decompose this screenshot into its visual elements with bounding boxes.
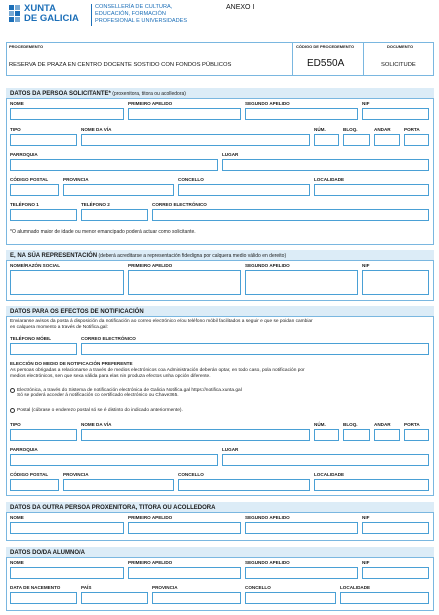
- notif-place-label: LUGAR: [222, 447, 239, 452]
- procedure-name: RESERVA DE PRAZA EN CENTRO DOCENTE SOSTIDO CON FONDOS PÚBLICOS: [9, 62, 232, 68]
- st-nif-label: NIF: [362, 560, 370, 565]
- nif-label: NIF: [362, 101, 370, 106]
- phone1-field[interactable]: [10, 209, 77, 221]
- electronic-radio[interactable]: [10, 388, 15, 393]
- st-province-field[interactable]: [152, 592, 241, 604]
- surname1-label: PRIMEIRO APELIDO: [128, 101, 173, 106]
- op-name-field[interactable]: [10, 522, 124, 534]
- rep-surname1-field[interactable]: [128, 270, 241, 295]
- province-field[interactable]: [63, 184, 174, 196]
- electronic-option: [17, 388, 242, 400]
- brand-line-1: XUNTA: [24, 3, 57, 14]
- document-type: SOLICITUDE: [381, 62, 416, 68]
- council-label: CONCELLO: [178, 177, 204, 182]
- council-field[interactable]: [178, 184, 310, 196]
- locality-label: LOCALIDADE: [314, 177, 345, 182]
- rep-surname1-label: PRIMEIRO APELIDO: [128, 263, 173, 268]
- section-title-note: (deberá acreditarse a representación fidedigna por calquera medio válido en dereito): [97, 252, 287, 259]
- other-parent-section-title: DATOS DA OUTRA PERSOA PROXENITORA, TITORA OU ACOLLEDORA: [10, 504, 216, 511]
- st-name-label: NOME: [10, 560, 24, 565]
- section-title-text: E, NA SÚA REPRESENTACIÓN: [10, 252, 98, 259]
- notif-number-field[interactable]: [314, 429, 339, 441]
- op-surname2-label: SEGUNDO APELIDO: [245, 515, 290, 520]
- block-label: BLOQ.: [343, 127, 358, 132]
- st-locality-label: LOCALIDADE: [340, 585, 371, 590]
- logo-tile: [9, 5, 14, 10]
- number-field[interactable]: [314, 134, 339, 146]
- notif-email-field[interactable]: [81, 343, 429, 355]
- st-country-field[interactable]: [81, 592, 148, 604]
- section-title-text: DATOS DA PERSOA SOLICITANTE*: [10, 90, 111, 97]
- surname1-field[interactable]: [128, 108, 241, 120]
- email-field[interactable]: [152, 209, 429, 221]
- notif-locality-label: LOCALIDADE: [314, 472, 345, 477]
- op-name-label: NOME: [10, 515, 24, 520]
- rep-name-field[interactable]: [10, 270, 124, 295]
- road-type-label: TIPO: [10, 127, 21, 132]
- door-label: PORTA: [404, 127, 420, 132]
- phone2-field[interactable]: [81, 209, 148, 221]
- annex-label: ANEXO I: [226, 4, 255, 11]
- surname2-field[interactable]: [245, 108, 358, 120]
- st-province-label: PROVINCIA: [152, 585, 178, 590]
- notif-postcode-label: CÓDIGO POSTAL: [10, 472, 49, 477]
- notif-email-label: CORREO ELECTRÓNICO: [81, 336, 136, 341]
- st-council-field[interactable]: [245, 592, 336, 604]
- postal-option: Postal (cúbrase o enderezo postal só se é distinto do indicado anteriormente).: [17, 408, 183, 413]
- op-nif-field[interactable]: [362, 522, 429, 534]
- locality-field[interactable]: [314, 184, 429, 196]
- st-surname2-label: SEGUNDO APELIDO: [245, 560, 290, 565]
- floor-field[interactable]: [374, 134, 400, 146]
- notif-place-field[interactable]: [222, 454, 429, 466]
- st-surname1-label: PRIMEIRO APELIDO: [128, 560, 173, 565]
- rep-nif-field[interactable]: [362, 270, 429, 295]
- notif-postcode-field[interactable]: [10, 479, 59, 491]
- st-council-label: CONCELLO: [245, 585, 271, 590]
- procedure-box: [6, 42, 434, 76]
- notif-block-field[interactable]: [343, 429, 370, 441]
- st-country-label: PAÍS: [81, 585, 92, 590]
- notification-section-title: DATOS PARA OS EFECTOS DE NOTIFICACIÓN: [10, 308, 144, 315]
- st-birthdate-field[interactable]: [10, 592, 77, 604]
- st-surname1-field[interactable]: [128, 567, 241, 579]
- postal-radio[interactable]: [10, 408, 15, 413]
- notif-street-field[interactable]: [81, 429, 310, 441]
- door-field[interactable]: [404, 134, 429, 146]
- phone1-label: TELÉFONO 1: [10, 202, 39, 207]
- procedure-code-label: CÓDIGO DE PROCEDEMENTO: [296, 44, 355, 49]
- street-name-label: NOME DA VÍA: [81, 127, 112, 132]
- st-surname2-field[interactable]: [245, 567, 358, 579]
- st-birthdate-label: DATA DE NACEMENTO: [10, 585, 61, 590]
- notif-block-label: BLOQ.: [343, 422, 358, 427]
- notif-province-field[interactable]: [63, 479, 174, 491]
- number-label: NÚM.: [314, 127, 326, 132]
- notif-road-type-label: TIPO: [10, 422, 21, 427]
- procedure-divider: [363, 42, 364, 76]
- mobile-field[interactable]: [10, 343, 77, 355]
- postcode-field[interactable]: [10, 184, 59, 196]
- st-nif-field[interactable]: [362, 567, 429, 579]
- option-line: Electrónica, a través do Sistema de notificación electrónica de Galicia Notifica.gal https://notifica.xunta.gal: [17, 387, 242, 393]
- notif-number-label: NÚM.: [314, 422, 326, 427]
- parish-field[interactable]: [10, 159, 218, 171]
- intro-line: Enviaranse avisos da posta á disposición da notificación ao correo electrónico e/ou teléfono móbil facilitados a seguir e que se poidan cambiar: [10, 319, 313, 324]
- choice-line: As persoas obrigadas a relacionarse a través de medios electrónicos coa Administración deberán optar, en todo caso, pola notificación por: [10, 368, 305, 373]
- rep-nif-label: NIF: [362, 263, 370, 268]
- notification-section: [6, 306, 434, 496]
- brand-line-2: DE GALICIA: [24, 13, 79, 24]
- phone2-label: TELÉFONO 2: [81, 202, 110, 207]
- email-label: CORREO ELECTRÓNICO: [152, 202, 207, 207]
- place-label: LUGAR: [222, 152, 239, 157]
- name-label: NOME: [10, 101, 24, 106]
- logo-tile: [15, 17, 20, 22]
- rep-name-label: NOME/RAZÓN SOCIAL: [10, 263, 61, 268]
- department-name: [95, 4, 187, 25]
- floor-label: ANDAR: [374, 127, 391, 132]
- rep-surname2-label: SEGUNDO APELIDO: [245, 263, 290, 268]
- procedure-code: ED550A: [307, 58, 345, 69]
- channel-choice-title: ELECCIÓN DO MEDIO DE NOTIFICACIÓN PREFERENTE: [10, 361, 133, 366]
- dept-line: PROFESIONAL E UNIVERSIDADES: [95, 17, 188, 24]
- student-section-title: DATOS DO/DA ALUMNO/A: [10, 549, 85, 556]
- dept-line: CONSELLERÍA DE CULTURA,: [95, 4, 173, 10]
- option-line: Só se poderá acceder á notificación co certificado electrónico ou Chave365.: [17, 393, 179, 399]
- logo-tile: [15, 11, 20, 16]
- logo-divider: [91, 4, 92, 26]
- applicant-footnote: *O alumnado maior de idade ou menor emancipado poderá actuar como solicitante.: [10, 229, 196, 235]
- notification-intro: [10, 319, 313, 331]
- op-surname1-label: PRIMEIRO APELIDO: [128, 515, 173, 520]
- op-surname2-field[interactable]: [245, 522, 358, 534]
- section-title-note: (proxenitora, titora ou acolledora): [110, 90, 186, 97]
- name-field[interactable]: [10, 108, 124, 120]
- logo-tile: [15, 5, 20, 10]
- st-locality-field[interactable]: [340, 592, 429, 604]
- notif-floor-field[interactable]: [374, 429, 400, 441]
- block-field[interactable]: [343, 134, 370, 146]
- notif-door-field[interactable]: [404, 429, 429, 441]
- notif-street-label: NOME DA VÍA: [81, 422, 112, 427]
- choice-line: medios electrónicos, sen que sexa válida para elas nin produza efectos unha opción diferente.: [10, 373, 211, 379]
- representative-section-title: [10, 253, 286, 259]
- logo-tile: [9, 17, 14, 22]
- notif-floor-label: ANDAR: [374, 422, 391, 427]
- procedure-label: PROCEDEMENTO: [9, 44, 44, 49]
- procedure-divider: [292, 42, 293, 76]
- road-type-field[interactable]: [10, 134, 77, 146]
- place-field[interactable]: [222, 159, 429, 171]
- intro-line: en calquera momento a través de Notifica.gal:: [10, 324, 108, 330]
- notif-road-type-field[interactable]: [10, 429, 77, 441]
- notif-council-label: CONCELLO: [178, 472, 204, 477]
- street-name-field[interactable]: [81, 134, 310, 146]
- postcode-label: CÓDIGO POSTAL: [10, 177, 49, 182]
- nif-field[interactable]: [362, 108, 429, 120]
- parish-label: PARROQUIA: [10, 152, 38, 157]
- notif-parish-label: PARROQUIA: [10, 447, 38, 452]
- rep-surname2-field[interactable]: [245, 270, 358, 295]
- mobile-label: TELÉFONO MÓBIL: [10, 336, 52, 341]
- channel-choice-text: [10, 368, 305, 380]
- surname2-label: SEGUNDO APELIDO: [245, 101, 290, 106]
- notif-council-field[interactable]: [178, 479, 310, 491]
- applicant-section-title: [10, 91, 186, 97]
- notif-door-label: PORTA: [404, 422, 420, 427]
- dept-line: EDUCACIÓN, FORMACIÓN: [95, 10, 166, 17]
- op-nif-label: NIF: [362, 515, 370, 520]
- op-surname1-field[interactable]: [128, 522, 241, 534]
- logo-tile: [9, 11, 14, 16]
- notif-locality-field[interactable]: [314, 479, 429, 491]
- notif-parish-field[interactable]: [10, 454, 218, 466]
- document-label: DOCUMENTO: [387, 44, 414, 49]
- notif-province-label: PROVINCIA: [63, 472, 89, 477]
- province-label: PROVINCIA: [63, 177, 89, 182]
- st-name-field[interactable]: [10, 567, 124, 579]
